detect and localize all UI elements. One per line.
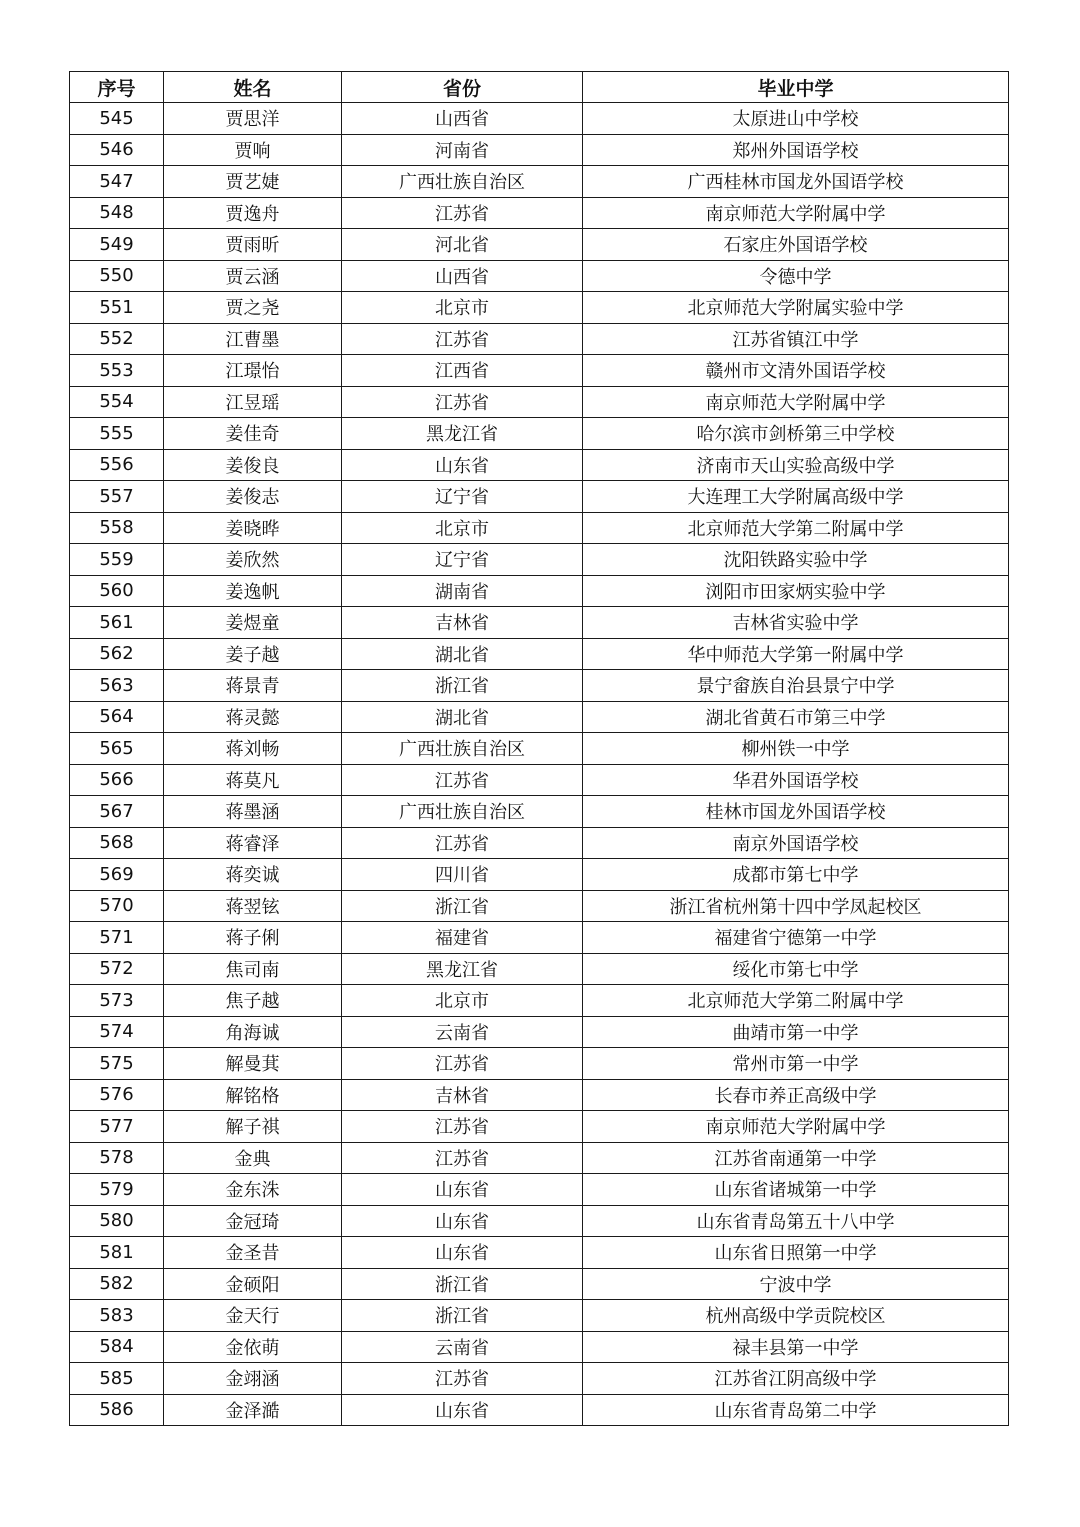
cell-province: 浙江省 <box>342 890 583 922</box>
cell-school: 南京师范大学附属中学 <box>583 386 1009 418</box>
table-row <box>70 922 1009 954</box>
cell-school: 山东省诸城第一中学 <box>583 1174 1009 1206</box>
cell-province: 山东省 <box>342 1394 583 1426</box>
cell-province: 江苏省 <box>342 1048 583 1080</box>
cell-province: 江苏省 <box>342 323 583 355</box>
cell-school: 石家庄外国语学校 <box>583 229 1009 261</box>
cell-index: 545 <box>70 103 164 135</box>
cell-index: 550 <box>70 260 164 292</box>
cell-province: 黑龙江省 <box>342 418 583 450</box>
table-row <box>70 796 1009 828</box>
cell-school: 沈阳铁路实验中学 <box>583 544 1009 576</box>
cell-school: 宁波中学 <box>583 1268 1009 1300</box>
cell-name: 金依萌 <box>164 1331 342 1363</box>
cell-name: 金冠琦 <box>164 1205 342 1237</box>
cell-school: 北京师范大学附属实验中学 <box>583 292 1009 324</box>
table-row <box>70 890 1009 922</box>
table-row <box>70 1300 1009 1332</box>
cell-province: 河北省 <box>342 229 583 261</box>
table-row <box>70 1079 1009 1111</box>
cell-name: 金翊涵 <box>164 1363 342 1395</box>
cell-index: 548 <box>70 197 164 229</box>
cell-name: 贾艺婕 <box>164 166 342 198</box>
cell-index: 578 <box>70 1142 164 1174</box>
table-row <box>70 764 1009 796</box>
table-row <box>70 953 1009 985</box>
cell-name: 焦司南 <box>164 953 342 985</box>
cell-name: 金圣昔 <box>164 1237 342 1269</box>
cell-name: 贾逸舟 <box>164 197 342 229</box>
cell-province: 四川省 <box>342 859 583 891</box>
cell-school: 曲靖市第一中学 <box>583 1016 1009 1048</box>
cell-province: 江苏省 <box>342 764 583 796</box>
cell-index: 563 <box>70 670 164 702</box>
cell-province: 广西壮族自治区 <box>342 733 583 765</box>
roster-sheet <box>69 71 1008 1426</box>
cell-name: 蒋子俐 <box>164 922 342 954</box>
table-row <box>70 575 1009 607</box>
table-row <box>70 481 1009 513</box>
table-row <box>70 638 1009 670</box>
cell-index: 554 <box>70 386 164 418</box>
cell-name: 姜煜童 <box>164 607 342 639</box>
cell-name: 蒋莫凡 <box>164 764 342 796</box>
cell-school: 绥化市第七中学 <box>583 953 1009 985</box>
cell-index: 553 <box>70 355 164 387</box>
cell-school: 常州市第一中学 <box>583 1048 1009 1080</box>
cell-index: 568 <box>70 827 164 859</box>
cell-index: 569 <box>70 859 164 891</box>
table-row <box>70 1363 1009 1395</box>
table-row <box>70 1268 1009 1300</box>
cell-index: 567 <box>70 796 164 828</box>
cell-province: 江苏省 <box>342 197 583 229</box>
cell-index: 551 <box>70 292 164 324</box>
cell-school: 太原进山中学校 <box>583 103 1009 135</box>
cell-index: 546 <box>70 134 164 166</box>
cell-name: 姜子越 <box>164 638 342 670</box>
cell-province: 北京市 <box>342 292 583 324</box>
table-row <box>70 260 1009 292</box>
cell-province: 黑龙江省 <box>342 953 583 985</box>
cell-name: 蒋翌铉 <box>164 890 342 922</box>
cell-school: 湖北省黄石市第三中学 <box>583 701 1009 733</box>
cell-school: 长春市养正高级中学 <box>583 1079 1009 1111</box>
cell-province: 山西省 <box>342 260 583 292</box>
table-row <box>70 859 1009 891</box>
cell-province: 云南省 <box>342 1016 583 1048</box>
cell-index: 570 <box>70 890 164 922</box>
cell-index: 573 <box>70 985 164 1017</box>
cell-school: 山东省青岛第五十八中学 <box>583 1205 1009 1237</box>
cell-school: 杭州高级中学贡院校区 <box>583 1300 1009 1332</box>
cell-school: 北京师范大学第二附属中学 <box>583 512 1009 544</box>
cell-school: 令德中学 <box>583 260 1009 292</box>
cell-name: 金东洙 <box>164 1174 342 1206</box>
cell-index: 552 <box>70 323 164 355</box>
table-row <box>70 1174 1009 1206</box>
cell-school: 南京师范大学附属中学 <box>583 197 1009 229</box>
cell-school: 成都市第七中学 <box>583 859 1009 891</box>
table-row <box>70 418 1009 450</box>
table-row <box>70 1394 1009 1426</box>
cell-province: 浙江省 <box>342 670 583 702</box>
cell-index: 574 <box>70 1016 164 1048</box>
cell-index: 580 <box>70 1205 164 1237</box>
table-row <box>70 1331 1009 1363</box>
cell-school: 赣州市文清外国语学校 <box>583 355 1009 387</box>
cell-province: 湖北省 <box>342 701 583 733</box>
cell-name: 蒋景青 <box>164 670 342 702</box>
cell-school: 大连理工大学附属高级中学 <box>583 481 1009 513</box>
roster-table <box>69 71 1009 1426</box>
table-row <box>70 166 1009 198</box>
table-row <box>70 1205 1009 1237</box>
table-row <box>70 134 1009 166</box>
cell-name: 金天行 <box>164 1300 342 1332</box>
cell-school: 江苏省江阴高级中学 <box>583 1363 1009 1395</box>
cell-name: 解铭格 <box>164 1079 342 1111</box>
cell-name: 姜俊良 <box>164 449 342 481</box>
cell-province: 浙江省 <box>342 1300 583 1332</box>
cell-index: 566 <box>70 764 164 796</box>
cell-index: 586 <box>70 1394 164 1426</box>
table-row <box>70 827 1009 859</box>
cell-school: 南京外国语学校 <box>583 827 1009 859</box>
cell-name: 金典 <box>164 1142 342 1174</box>
table-row <box>70 103 1009 135</box>
table-row <box>70 449 1009 481</box>
cell-index: 547 <box>70 166 164 198</box>
cell-school: 福建省宁德第一中学 <box>583 922 1009 954</box>
header-index: 序号 <box>70 72 164 103</box>
cell-school: 广西桂林市国龙外国语学校 <box>583 166 1009 198</box>
table-row <box>70 1016 1009 1048</box>
cell-index: 584 <box>70 1331 164 1363</box>
cell-name: 江昱瑶 <box>164 386 342 418</box>
table-row <box>70 701 1009 733</box>
cell-province: 广西壮族自治区 <box>342 166 583 198</box>
cell-index: 576 <box>70 1079 164 1111</box>
cell-school: 山东省青岛第二中学 <box>583 1394 1009 1426</box>
cell-province: 河南省 <box>342 134 583 166</box>
cell-index: 585 <box>70 1363 164 1395</box>
cell-name: 贾响 <box>164 134 342 166</box>
cell-province: 江苏省 <box>342 1111 583 1143</box>
cell-province: 吉林省 <box>342 1079 583 1111</box>
header-school: 毕业中学 <box>583 72 1009 103</box>
cell-index: 561 <box>70 607 164 639</box>
cell-province: 山东省 <box>342 1237 583 1269</box>
header-province: 省份 <box>342 72 583 103</box>
cell-index: 560 <box>70 575 164 607</box>
table-row <box>70 985 1009 1017</box>
cell-province: 江苏省 <box>342 827 583 859</box>
table-row <box>70 1142 1009 1174</box>
cell-index: 564 <box>70 701 164 733</box>
cell-name: 江曹墨 <box>164 323 342 355</box>
cell-index: 549 <box>70 229 164 261</box>
cell-index: 577 <box>70 1111 164 1143</box>
cell-name: 贾之尧 <box>164 292 342 324</box>
cell-index: 572 <box>70 953 164 985</box>
table-row <box>70 1237 1009 1269</box>
cell-index: 571 <box>70 922 164 954</box>
cell-name: 蒋刘畅 <box>164 733 342 765</box>
cell-school: 浏阳市田家炳实验中学 <box>583 575 1009 607</box>
cell-school: 济南市天山实验高级中学 <box>583 449 1009 481</box>
cell-name: 姜欣然 <box>164 544 342 576</box>
table-row <box>70 292 1009 324</box>
cell-name: 姜晓晔 <box>164 512 342 544</box>
table-row <box>70 512 1009 544</box>
cell-school: 郑州外国语学校 <box>583 134 1009 166</box>
table-row <box>70 323 1009 355</box>
cell-name: 解子祺 <box>164 1111 342 1143</box>
table-row <box>70 355 1009 387</box>
cell-index: 555 <box>70 418 164 450</box>
cell-name: 姜逸帆 <box>164 575 342 607</box>
table-body <box>70 103 1009 1426</box>
cell-index: 582 <box>70 1268 164 1300</box>
cell-index: 579 <box>70 1174 164 1206</box>
cell-index: 562 <box>70 638 164 670</box>
cell-province: 云南省 <box>342 1331 583 1363</box>
cell-index: 583 <box>70 1300 164 1332</box>
cell-name: 解曼萁 <box>164 1048 342 1080</box>
cell-name: 角海诚 <box>164 1016 342 1048</box>
cell-name: 江璟怡 <box>164 355 342 387</box>
cell-school: 哈尔滨市剑桥第三中学校 <box>583 418 1009 450</box>
cell-province: 广西壮族自治区 <box>342 796 583 828</box>
cell-school: 南京师范大学附属中学 <box>583 1111 1009 1143</box>
table-row <box>70 197 1009 229</box>
cell-index: 557 <box>70 481 164 513</box>
table-row <box>70 386 1009 418</box>
cell-name: 贾云涵 <box>164 260 342 292</box>
cell-index: 565 <box>70 733 164 765</box>
cell-province: 山东省 <box>342 1205 583 1237</box>
header-row <box>70 72 1009 103</box>
cell-province: 北京市 <box>342 985 583 1017</box>
cell-school: 江苏省南通第一中学 <box>583 1142 1009 1174</box>
cell-school: 景宁畲族自治县景宁中学 <box>583 670 1009 702</box>
cell-province: 山东省 <box>342 449 583 481</box>
cell-province: 吉林省 <box>342 607 583 639</box>
cell-province: 辽宁省 <box>342 544 583 576</box>
cell-index: 556 <box>70 449 164 481</box>
cell-name: 姜俊志 <box>164 481 342 513</box>
cell-index: 558 <box>70 512 164 544</box>
cell-province: 江西省 <box>342 355 583 387</box>
table-row <box>70 607 1009 639</box>
cell-school: 山东省日照第一中学 <box>583 1237 1009 1269</box>
cell-school: 江苏省镇江中学 <box>583 323 1009 355</box>
cell-province: 辽宁省 <box>342 481 583 513</box>
cell-school: 桂林市国龙外国语学校 <box>583 796 1009 828</box>
cell-school: 禄丰县第一中学 <box>583 1331 1009 1363</box>
cell-name: 蒋墨涵 <box>164 796 342 828</box>
cell-name: 金泽澔 <box>164 1394 342 1426</box>
cell-province: 湖北省 <box>342 638 583 670</box>
cell-name: 蒋睿泽 <box>164 827 342 859</box>
cell-school: 北京师范大学第二附属中学 <box>583 985 1009 1017</box>
table-row <box>70 733 1009 765</box>
cell-name: 蒋奕诚 <box>164 859 342 891</box>
cell-school: 柳州铁一中学 <box>583 733 1009 765</box>
table-row <box>70 1111 1009 1143</box>
table-header <box>70 72 1009 103</box>
table-row <box>70 229 1009 261</box>
cell-province: 江苏省 <box>342 1363 583 1395</box>
cell-province: 北京市 <box>342 512 583 544</box>
cell-index: 575 <box>70 1048 164 1080</box>
header-name: 姓名 <box>164 72 342 103</box>
cell-school: 浙江省杭州第十四中学凤起校区 <box>583 890 1009 922</box>
cell-province: 山东省 <box>342 1174 583 1206</box>
cell-school: 华君外国语学校 <box>583 764 1009 796</box>
cell-name: 贾思洋 <box>164 103 342 135</box>
cell-province: 山西省 <box>342 103 583 135</box>
cell-province: 江苏省 <box>342 386 583 418</box>
cell-index: 581 <box>70 1237 164 1269</box>
cell-school: 吉林省实验中学 <box>583 607 1009 639</box>
cell-name: 姜佳奇 <box>164 418 342 450</box>
cell-name: 金硕阳 <box>164 1268 342 1300</box>
cell-index: 559 <box>70 544 164 576</box>
cell-school: 华中师范大学第一附属中学 <box>583 638 1009 670</box>
cell-province: 福建省 <box>342 922 583 954</box>
cell-name: 贾雨昕 <box>164 229 342 261</box>
table-row <box>70 1048 1009 1080</box>
table-row <box>70 670 1009 702</box>
cell-name: 蒋灵懿 <box>164 701 342 733</box>
table-row <box>70 544 1009 576</box>
cell-province: 湖南省 <box>342 575 583 607</box>
cell-province: 江苏省 <box>342 1142 583 1174</box>
cell-province: 浙江省 <box>342 1268 583 1300</box>
cell-name: 焦子越 <box>164 985 342 1017</box>
